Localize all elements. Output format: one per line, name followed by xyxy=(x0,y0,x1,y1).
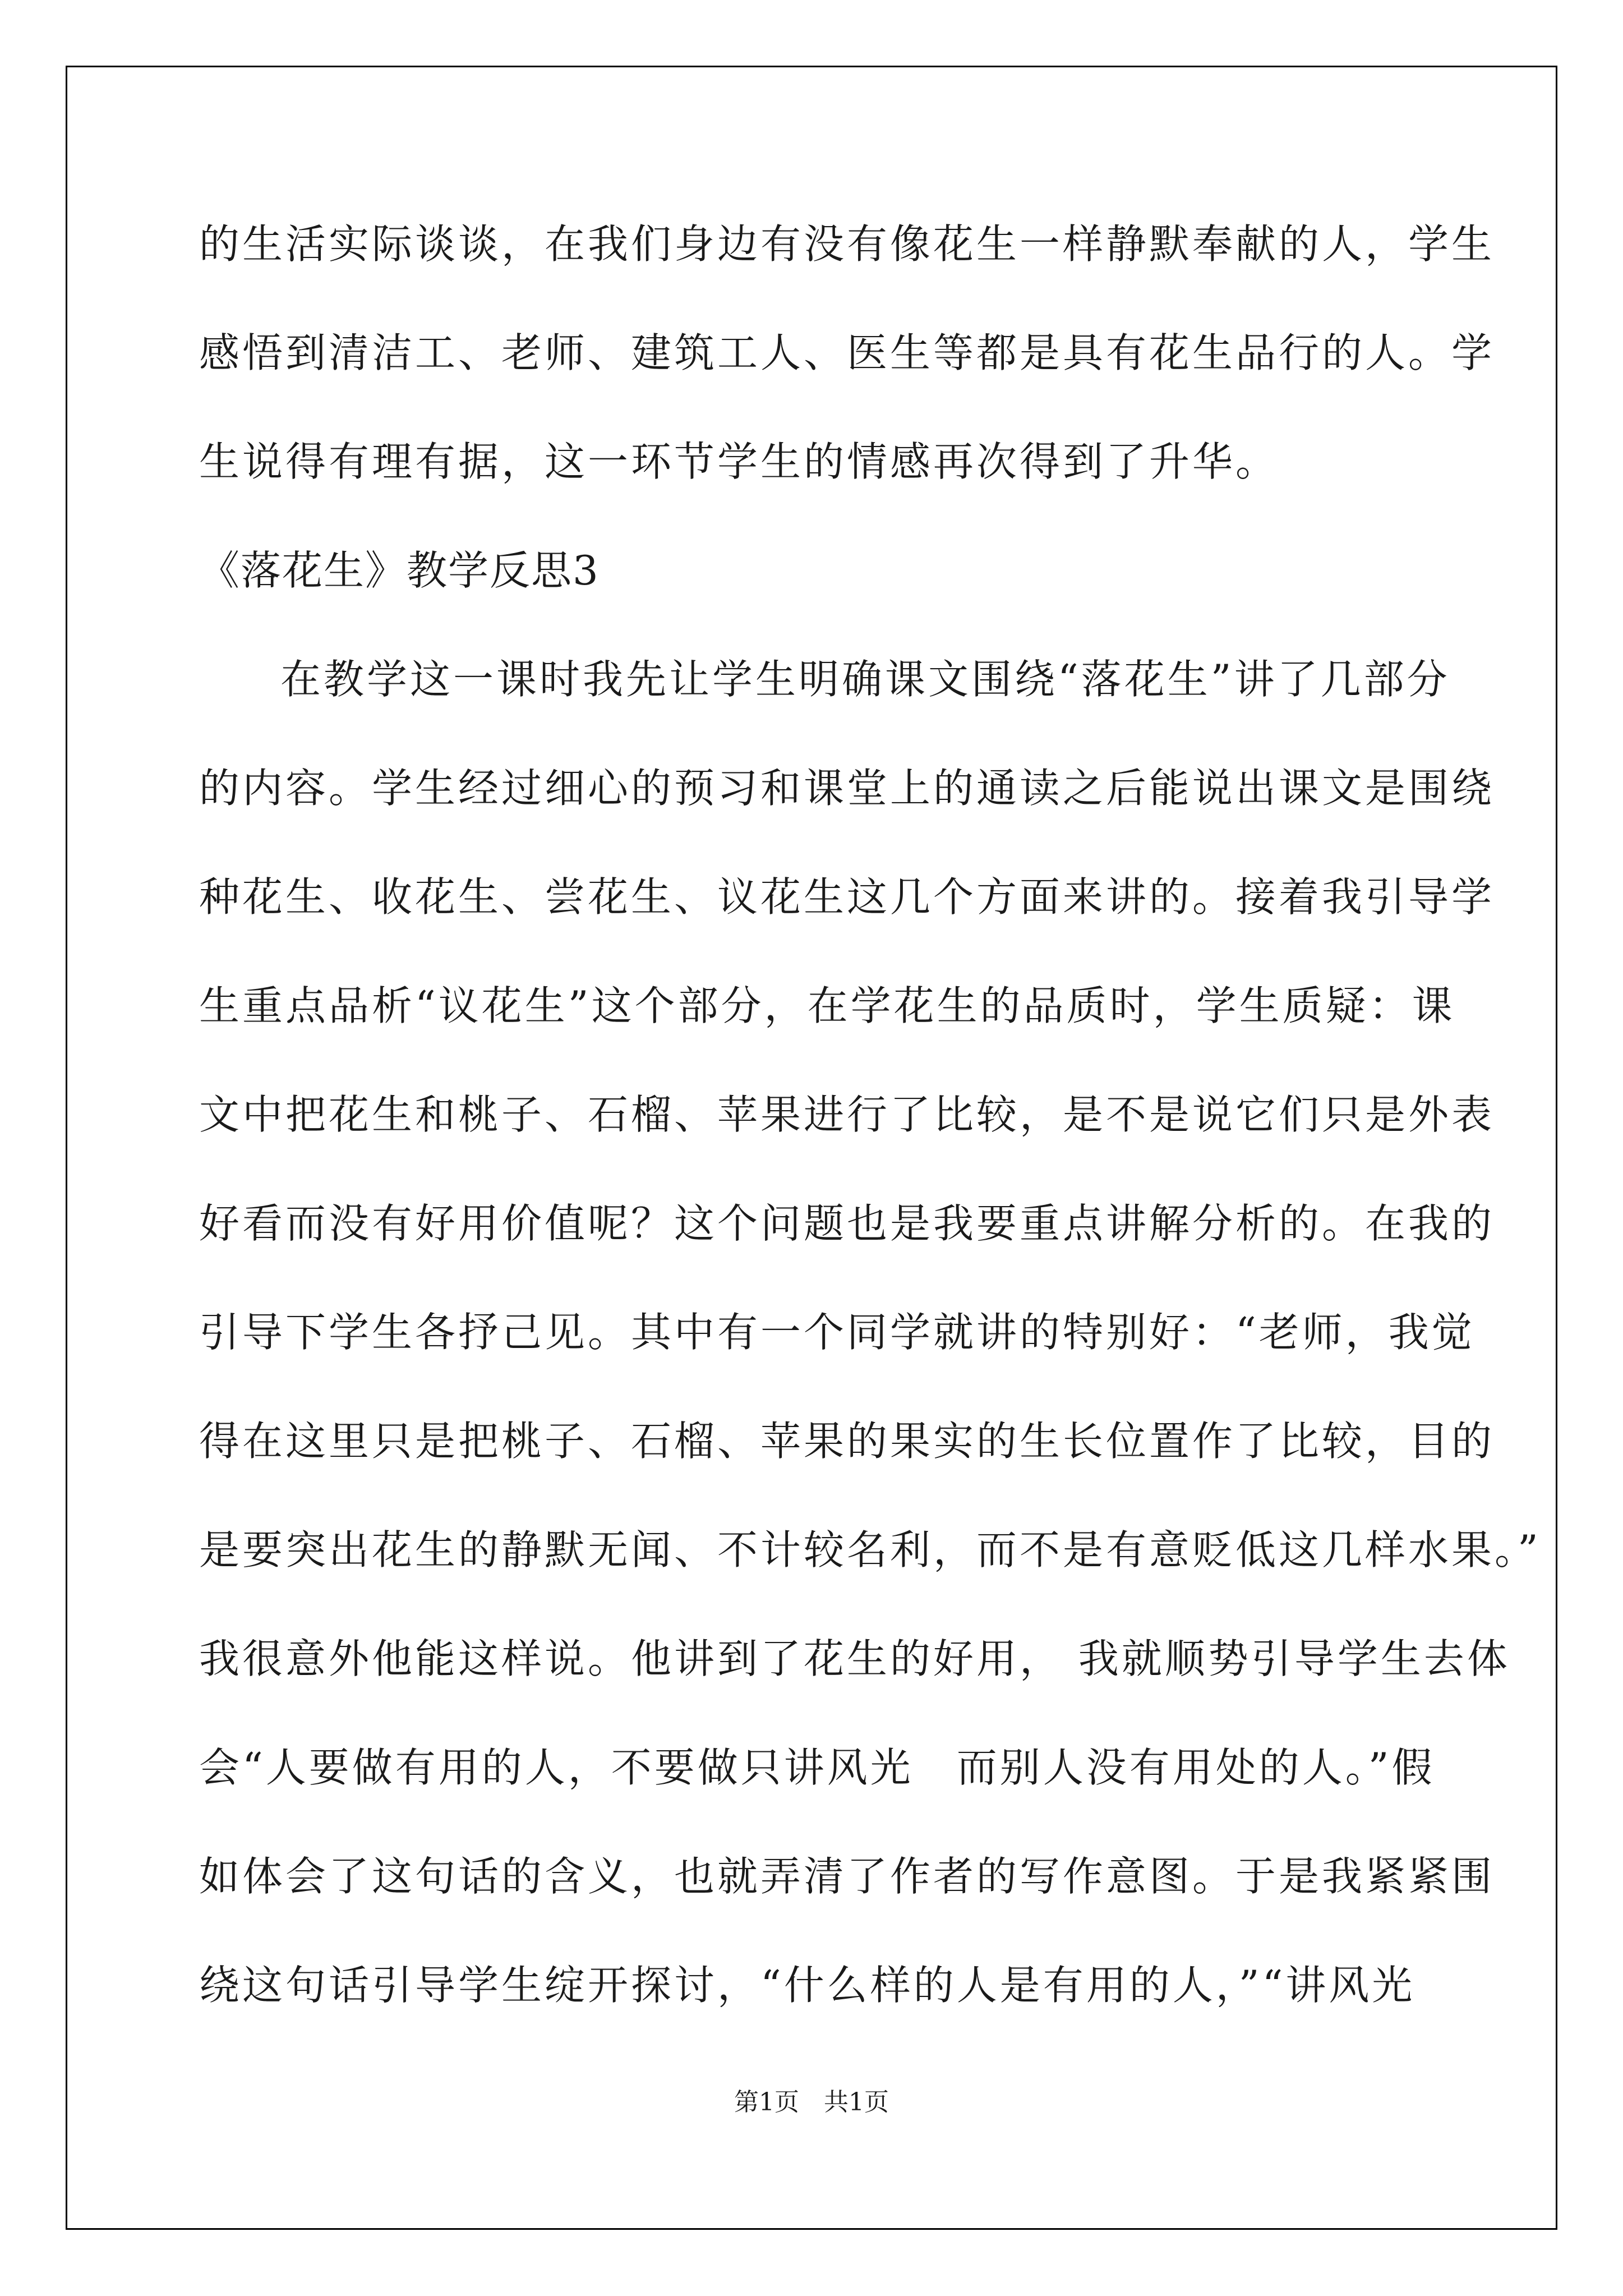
document-body xyxy=(199,213,1541,2063)
text-line: 的生活实际谈谈，在我们身边有没有像花生一样静默奉献的人，学生 xyxy=(199,220,1495,268)
text-line: 种花生、收花生、尝花生、议花生这几个方面来讲的。接着我引导学 xyxy=(199,873,1495,921)
section-heading: 《落花生》教学反思3 xyxy=(199,547,600,594)
text-line: 得在这里只是把桃子、石榴、苹果的果实的生长位置作了比较，目的 xyxy=(199,1418,1495,1465)
text-line: 我很意外他能这样说。他讲到了花生的好用， 我就顺势引导学生去体 xyxy=(199,1635,1510,1682)
text-line: 文中把花生和桃子、石榴、苹果进行了比较，是不是说它们只是外表 xyxy=(199,1091,1495,1138)
text-line: 好看而没有好用价值呢？这个问题也是我要重点讲解分析的。在我的 xyxy=(199,1200,1495,1247)
page-number-footer: 第1页 共1页 xyxy=(734,2088,889,2116)
text-line: 感悟到清洁工、老师、建筑工人、医生等都是具有花生品行的人。学 xyxy=(199,329,1495,376)
text-line: 绕这句话引导学生绽开探讨，“什么样的人是有用的人，”“讲风光 xyxy=(199,1962,1415,2009)
text-line: 会“人要做有用的人，不要做只讲风光 而别人没有用处的人。”假 xyxy=(199,1744,1435,1791)
text-line: 如体会了这句话的含义，也就弄清了作者的写作意图。于是我紧紧围 xyxy=(199,1853,1495,1900)
text-line: 在教学这一课时我先让学生明确课文围绕“落花生”讲了几部分 xyxy=(280,656,1450,703)
text-line: 的内容。学生经过细心的预习和课堂上的通读之后能说出课文是围绕 xyxy=(199,765,1495,812)
text-line: 生说得有理有据，这一环节学生的情感再次得到了升华。 xyxy=(199,438,1279,485)
text-line: 生重点品析“议花生”这个部分，在学花生的品质时，学生质疑：课 xyxy=(199,982,1455,1029)
text-line: 引导下学生各抒己见。其中有一个同学就讲的特别好：“老师，我觉 xyxy=(199,1309,1475,1356)
text-line: 是要突出花生的静默无闻、不计较名利，而不是有意贬低这几样水果。” xyxy=(199,1526,1541,1573)
